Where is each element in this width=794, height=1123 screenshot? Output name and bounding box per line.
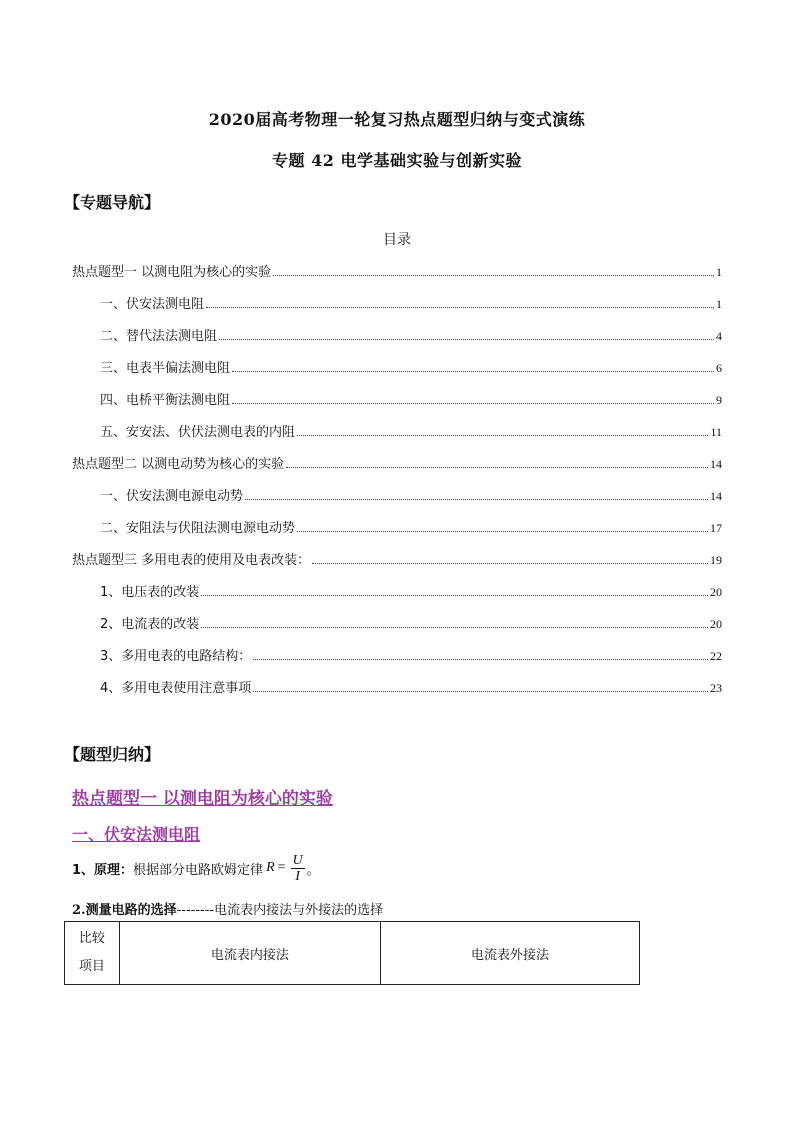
toc-entry-page: 14 <box>710 457 722 471</box>
toc-entry-page: 1 <box>716 297 722 311</box>
toc-entry-page: 1 <box>716 265 722 279</box>
toc-entry-page: 4 <box>716 329 722 343</box>
toc-leader <box>297 530 708 532</box>
toc-entry-label: 一、伏安法测电源电动势 <box>100 489 244 504</box>
toc-entry[interactable] <box>100 418 722 440</box>
measurement-heading: 2.测量电路的选择 <box>72 903 177 918</box>
formula-equals: = <box>277 860 286 875</box>
toc-entry-label: 热点题型二 以测电动势为核心的实验 <box>72 457 285 472</box>
document-subtitle: 专题 42 电学基础实验与创新实验 <box>272 151 522 170</box>
toc-entry-page: 19 <box>710 553 722 567</box>
toc-entry-label: 二、安阻法与伏阻法测电源电动势 <box>100 521 296 536</box>
toc-leader <box>312 562 708 564</box>
toc-leader <box>232 402 714 404</box>
comparison-table <box>64 921 640 985</box>
principle-line <box>72 848 320 888</box>
fraction-numerator: U <box>292 852 303 868</box>
principle-text: 根据部分电路欧姆定律 <box>133 862 264 878</box>
types-heading: 【题型归纳】 <box>64 745 161 764</box>
table-header-cell: 电流表外接法 <box>380 922 639 985</box>
toc-entry-label: 三、电表半偏法测电阻 <box>100 361 231 376</box>
section-title: 热点题型一 以测电阻为核心的实验 <box>72 789 333 809</box>
toc-entry-page: 11 <box>710 425 722 439</box>
toc-entry-label: 热点题型三 多用电表的使用及电表改装： <box>72 553 311 568</box>
subsection-title: 一、伏安法测电阻 <box>72 825 201 844</box>
measurement-line <box>72 899 383 918</box>
header-line: 项目 <box>78 959 105 974</box>
ohm-law-fraction <box>291 853 305 884</box>
toc-leader <box>245 498 708 500</box>
toc-entry-page: 9 <box>716 393 722 407</box>
table-header-cell <box>65 922 120 985</box>
toc-entry-page: 14 <box>710 489 722 503</box>
principle-number: 1、原理： <box>72 862 134 878</box>
table-header-cell: 电流表内接法 <box>119 922 380 985</box>
toc-entry[interactable] <box>100 514 722 536</box>
toc-entry-label: 二、替代法法测电阻 <box>100 329 218 344</box>
toc-leader <box>232 370 714 372</box>
formula-lhs: R <box>266 860 275 875</box>
header-line: 比较 <box>78 931 105 946</box>
toc-entry[interactable] <box>100 482 722 504</box>
toc-entry[interactable] <box>72 546 722 568</box>
toc-entry-page: 23 <box>710 681 722 695</box>
toc-entry-page: 6 <box>716 361 722 375</box>
toc-leader <box>253 690 708 692</box>
toc-entry[interactable] <box>100 610 722 632</box>
toc-leader <box>219 338 714 340</box>
nav-heading: 【专题导航】 <box>64 193 161 212</box>
fraction-denominator: I <box>295 868 300 884</box>
toc-entry-label: 4、多用电表使用注意事项 <box>100 681 252 696</box>
toc-leader <box>286 466 708 468</box>
toc-entry-label: 1、电压表的改装 <box>100 585 200 600</box>
toc-entry-page: 20 <box>710 617 722 631</box>
toc-entry-page: 20 <box>710 585 722 599</box>
toc-entry-label: 四、电桥平衡法测电阻 <box>100 393 231 408</box>
toc-entry-label: 3、多用电表的电路结构： <box>100 649 252 664</box>
toc-entry[interactable] <box>100 290 722 312</box>
toc-entry-label: 2、电流表的改装 <box>100 617 200 632</box>
toc-entry-page: 17 <box>710 521 722 535</box>
principle-end: 。 <box>306 862 320 878</box>
toc-entry-page: 22 <box>710 649 722 663</box>
toc-leader <box>201 594 708 596</box>
document-title: 2020届高考物理一轮复习热点题型归纳与变式演练 <box>208 110 586 129</box>
toc-entry-label: 一、伏安法测电阻 <box>100 297 205 312</box>
table-row <box>65 922 640 985</box>
toc-leader <box>201 626 708 628</box>
measurement-text: --------电流表内接法与外接法的选择 <box>176 903 384 918</box>
toc-leader <box>297 434 708 436</box>
toc-leader <box>206 306 714 308</box>
toc-entry[interactable] <box>100 354 722 376</box>
toc-entry[interactable] <box>100 578 722 600</box>
toc-heading: 目录 <box>383 232 411 248</box>
toc-entry[interactable] <box>100 674 722 696</box>
toc-entry[interactable] <box>72 450 722 472</box>
toc-leader <box>253 658 708 660</box>
toc-entry-label: 热点题型一 以测电阻为核心的实验 <box>72 265 272 280</box>
toc-entry-label: 五、安安法、伏伏法测电表的内阻 <box>100 425 296 440</box>
toc-entry[interactable] <box>72 258 722 280</box>
toc-entry[interactable] <box>100 322 722 344</box>
toc-leader <box>273 274 714 276</box>
toc-entry[interactable] <box>100 386 722 408</box>
toc-entry[interactable] <box>100 642 722 664</box>
